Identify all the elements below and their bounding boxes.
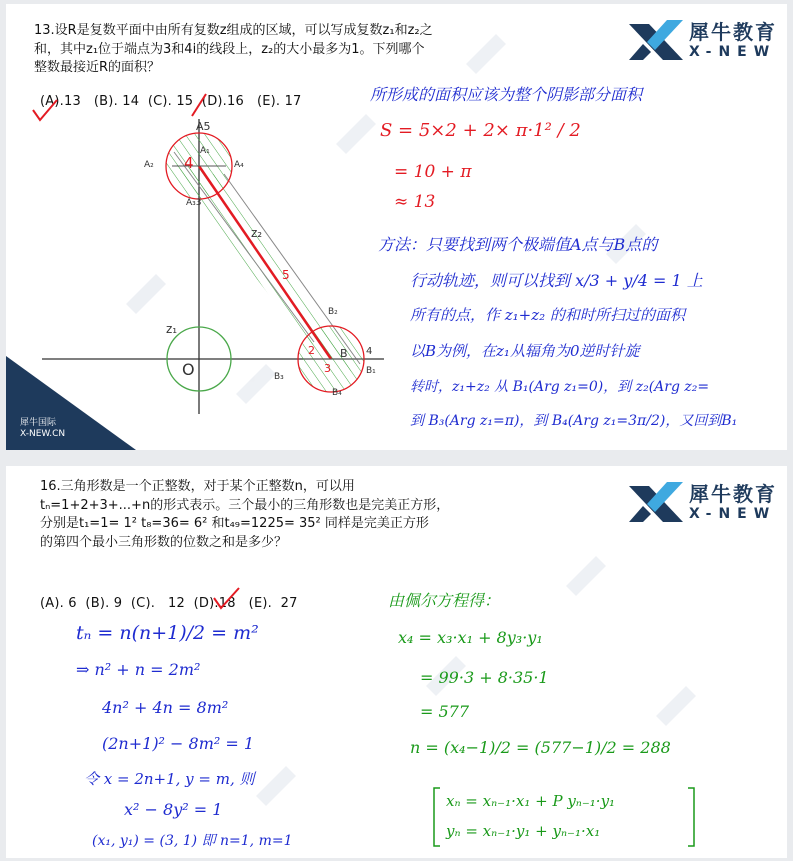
question-16-options: (A). 6 (B). 9 (C). 12 (D).18 (E). 27 <box>40 596 298 611</box>
label-b1: B₁ <box>366 366 376 376</box>
handwritten-step: tₙ = n(n+1)/2 = m² <box>76 622 259 644</box>
check-mark-icon <box>212 586 242 612</box>
handwritten-area-result: = 10 + π <box>394 162 472 182</box>
label-5: 5 <box>282 268 290 282</box>
brand-logo <box>627 476 777 532</box>
x-new-logo-icon <box>627 16 685 64</box>
handwritten-area-formula: S = 5×2 + 2× π·1² / 2 <box>380 120 581 141</box>
question-line: 16.三角形数是一个正整数，对于某个正整数n，可以用 <box>40 479 355 494</box>
label-a4: A₄ <box>234 160 244 170</box>
label-3: 3 <box>324 362 331 375</box>
handwritten-pell: x₄ = x₃·x₁ + 8y₃·y₁ <box>398 628 543 647</box>
x-new-logo-icon <box>627 478 685 526</box>
question-13-options: (A).13 (B). 14 (C). 15 (D).16 (E). 17 <box>40 94 302 109</box>
label-b2: B₂ <box>328 307 338 317</box>
handwritten-pell: n = (x₄−1)/2 = (577−1)/2 = 288 <box>410 738 671 757</box>
handwritten-method: 到 B₃(Arg z₁=π)，到 B₄(Arg z₁=3π/2)，又回到B₁ <box>410 413 738 429</box>
label-4-y: 4 <box>184 154 194 172</box>
handwritten-method: 以B为例，在z₁从辐角为0逆时针旋 <box>410 342 640 360</box>
label-z1: z₁ <box>166 322 178 336</box>
logo-chinese-name: 犀牛教育 <box>689 482 777 506</box>
question-line: 13.设R是复数平面中由所有复数z组成的区域，可以写成复数z₁和z₂之 <box>34 23 433 38</box>
question-line: 整数最接近R的面积？ <box>34 60 161 75</box>
label-2: 2 <box>308 344 315 357</box>
handwritten-step: 令 x = 2n+1, y = m, 则 <box>84 770 255 788</box>
handwritten-step: x² − 8y² = 1 <box>124 800 223 819</box>
corner-brand-en: X-NEW.CN <box>20 429 66 439</box>
complex-plane-figure <box>34 114 394 414</box>
label-a3: A₃3 <box>186 198 202 208</box>
handwritten-recurrence-x: xₙ = xₙ₋₁·x₁ + P yₙ₋₁·y₁ <box>446 792 616 810</box>
question-line: 和，其中z₁位于端点为3和4i的线段上，z₂的大小最多为1。下列哪个 <box>34 41 425 57</box>
logo-english-name: X-NEW <box>689 44 777 60</box>
label-a5: A5 <box>196 120 211 133</box>
label-4-x: 4 <box>366 346 373 357</box>
slide-question-13 <box>6 4 787 450</box>
handwritten-method: 行动轨迹，则可以找到 x/3 + y/4 = 1 上 <box>410 271 703 290</box>
question-line: tₙ=1+2+3+...+n的形式表示。三个最小的三角形数也是完美正方形， <box>40 497 450 513</box>
slide-question-16 <box>6 466 787 858</box>
handwritten-area-approx: ≈ 13 <box>394 192 436 212</box>
handwritten-method: 转时，z₁+z₂ 从 B₁(Arg z₁=0)，到 z₂(Arg z₂= <box>410 379 710 395</box>
question-16-text <box>40 478 510 552</box>
label-b3: B₃ <box>274 372 284 382</box>
handwritten-step: 4n² + 4n = 8m² <box>102 698 229 717</box>
logo-chinese-name: 犀牛教育 <box>689 20 777 44</box>
handwritten-pell: = 99·3 + 8·35·1 <box>420 668 549 687</box>
question-line: 分别是t₁=1= 1² t₈=36= 6² 和t₄₉=1225= 35² 同样是完美正方形 <box>40 516 429 531</box>
label-origin: O <box>182 360 195 379</box>
handwritten-note: 所形成的面积应该为整个阴影部分面积 <box>370 85 643 104</box>
brand-logo <box>627 14 777 70</box>
handwritten-pell: 由佩尔方程得： <box>388 591 501 610</box>
label-a1: A₁ <box>200 146 210 156</box>
label-b: B <box>340 347 348 360</box>
corner-brand-cn: 犀牛国际 <box>20 418 57 428</box>
corner-brand <box>20 418 65 440</box>
segment-z1 <box>199 166 331 359</box>
label-z2: z₂ <box>251 226 263 240</box>
question-13-text <box>34 22 504 78</box>
label-a2: A₂ <box>144 160 154 170</box>
handwritten-method: 方法：只要找到两个极端值A点与B点的 <box>378 235 658 254</box>
handwritten-step: (x₁, y₁) = (3, 1) 即 n=1, m=1 <box>92 833 293 849</box>
handwritten-step: (2n+1)² − 8m² = 1 <box>102 734 255 753</box>
handwritten-pell: = 577 <box>420 702 470 721</box>
handwritten-method: 所有的点，作 z₁+z₂ 的和时所扫过的面积 <box>410 306 685 324</box>
logo-english-name: X-NEW <box>689 506 777 522</box>
handwritten-step: ⇒ n² + n = 2m² <box>76 660 201 679</box>
handwritten-recurrence-y: yₙ = xₙ₋₁·y₁ + yₙ₋₁·x₁ <box>446 822 601 840</box>
label-b4: B₄ <box>332 388 342 398</box>
question-line: 的第四个最小三角形数的位数之和是多少？ <box>40 534 288 550</box>
